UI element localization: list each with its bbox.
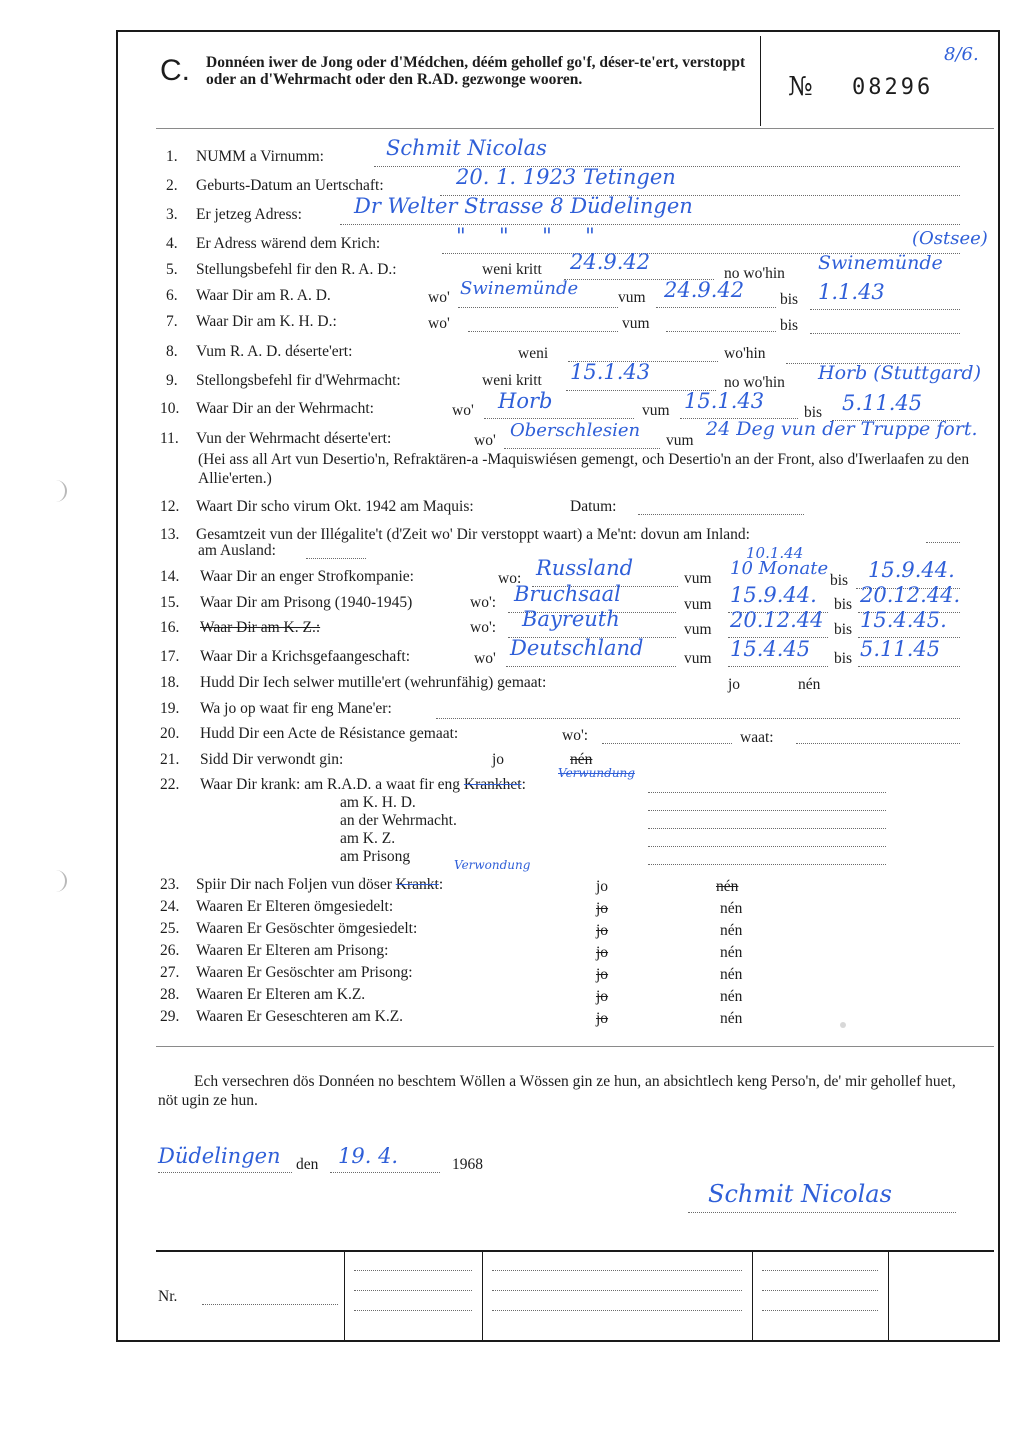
field-note-war-address: (Ostsee) — [912, 228, 988, 249]
field-number: 21. — [160, 751, 180, 768]
field-value-rad-from: 24.9.42 — [664, 278, 745, 302]
fill-line — [762, 1290, 878, 1291]
fill-line — [762, 1270, 878, 1271]
field-label-consequences-struck: Krankt — [395, 876, 439, 893]
field-number: 10. — [160, 400, 180, 417]
field-label-wehrmacht-desert: Vun der Wehrmacht déserte'ert: — [196, 430, 392, 447]
punch-hole-mark — [56, 480, 67, 502]
field-number: 25. — [160, 920, 180, 937]
field-value-desert-place: Oberschlesien — [510, 420, 641, 441]
field-number: 15. — [160, 594, 180, 611]
fill-line — [354, 1310, 472, 1311]
field-number: 24. — [160, 898, 180, 915]
header-divider — [760, 36, 761, 126]
field-label-consequences — [196, 876, 443, 894]
field-label-pow: Waar Dir a Krichsgefaangeschaft: — [200, 648, 411, 665]
field-number: 7. — [166, 313, 178, 330]
field-label-resistance: Hudd Dir een Acte de Résistance gemaat: — [200, 725, 459, 742]
field-number: 22. — [160, 776, 180, 793]
field-sublabel: waat: — [740, 729, 774, 746]
fill-line — [602, 743, 732, 744]
field-number: 11. — [160, 430, 179, 447]
field-sublabel: wo' — [428, 289, 450, 306]
field-value-rad-order-place: Swinemünde — [818, 252, 943, 274]
fill-line — [484, 418, 634, 419]
fill-line — [648, 792, 886, 793]
field-sublabel: Datum: — [570, 498, 617, 515]
fill-line — [354, 1290, 472, 1291]
fill-line — [656, 307, 776, 308]
field-value-name: Schmit Nicolas — [386, 136, 547, 160]
fill-line — [468, 331, 618, 332]
option-nen-struck[interactable]: nén — [716, 878, 739, 895]
signature: Schmit Nicolas — [708, 1180, 892, 1208]
field-number: 9. — [166, 372, 178, 389]
sub-prison: am Prisong — [340, 848, 411, 865]
fill-line — [436, 718, 960, 719]
field-label-wehrmacht-order: Stellongsbefehl fir d'Wehrmacht: — [196, 372, 401, 389]
sub-wehrmacht: an der Wehrmacht. — [340, 812, 457, 829]
signature-date: 19. 4. — [338, 1144, 399, 1168]
fill-line — [796, 743, 960, 744]
header-rule — [156, 128, 994, 129]
option-nen[interactable]: nén — [720, 922, 743, 939]
field-label-siblings-kz: Waaren Er Geseschteren am K.Z. — [196, 1008, 404, 1025]
option-nen[interactable]: nén — [798, 676, 821, 693]
field-label-wounded: Sidd Dir verwondt gin: — [200, 751, 344, 768]
punch-hole-mark — [56, 870, 67, 892]
footer-divider — [752, 1250, 753, 1342]
field-label-rad: Waar Dir am R. A. D. — [196, 287, 331, 304]
field-number: 4. — [166, 235, 178, 252]
field-label-war-address: Er Adress wärend dem Krich: — [196, 235, 381, 252]
field-label-khd: Waar Dir am K. H. D.: — [196, 313, 337, 330]
fill-line — [492, 1290, 742, 1291]
field-sublabel: wo' — [474, 432, 496, 449]
fill-line — [340, 224, 960, 225]
fill-line — [648, 828, 886, 829]
field-number: 19. — [160, 700, 180, 717]
fill-line — [158, 1172, 292, 1173]
number-symbol: № — [788, 72, 813, 102]
field-sublabel: vum — [684, 621, 712, 638]
field-sublabel: vum — [684, 570, 712, 587]
field-value-prison-to: 20.12.44. — [860, 583, 961, 607]
field-label-name: NUMM a Virnumm: — [196, 148, 324, 165]
option-nen-struck[interactable]: nén — [570, 751, 593, 768]
den-label: den — [296, 1156, 319, 1173]
field-number: 17. — [160, 648, 180, 665]
field-label-wehrmacht: Waar Dir an der Wehrmacht: — [196, 400, 374, 417]
field-number: 13. — [160, 526, 180, 543]
field-sublabel: bis — [780, 291, 799, 308]
annotation-wounding: Verwundung — [558, 766, 635, 780]
field-value-kz-to: 15.4.45. — [860, 608, 947, 632]
field-value-wehrmacht-order-date: 15.1.43 — [570, 360, 651, 384]
footer-nr-label: Nr. — [158, 1288, 178, 1305]
field-sublabel: vum — [642, 402, 670, 419]
option-jo-struck[interactable]: jo — [596, 944, 609, 961]
field-label-prison: Waar Dir am Prisong (1940-1945) — [200, 594, 413, 611]
field-label-rad-desert: Vum R. A. D. déserte'ert: — [196, 343, 353, 360]
annotation-consequences: Verwondung — [454, 858, 531, 872]
field-label-sick-struck: Krankhet — [463, 776, 522, 793]
field-value-penal-from: 10 Monate — [730, 558, 829, 579]
field-number: 5. — [166, 261, 178, 278]
field-value-pow-to: 5.11.45 — [860, 637, 941, 661]
field-sublabel: wo' — [428, 315, 450, 332]
fill-line — [458, 307, 618, 308]
field-label-consequences-colon: : — [438, 876, 444, 893]
field-label-sick — [200, 776, 526, 794]
field-number: 12. — [160, 498, 180, 515]
field-number: 16. — [160, 619, 180, 636]
fill-line — [858, 666, 960, 667]
field-label-siblings-prison: Waaren Er Gesöschter am Prisong: — [196, 964, 413, 981]
section-letter: C. — [160, 54, 190, 87]
field-sublabel: vum — [684, 650, 712, 667]
field-sublabel: wo' — [452, 402, 474, 419]
field-label-illegality: Gesamtzeit vun der Illégalite't (d'Zeit wo' Dir verstoppt waart) a Me'nt: dovun am Inland: — [196, 526, 750, 543]
field-sublabel: wo': — [562, 727, 589, 744]
footer-divider — [344, 1250, 345, 1342]
field-sublabel: weni kritt — [482, 261, 542, 278]
field-label-sick-text: Waar Dir krank: am R.A.D. a waat fir eng — [200, 776, 461, 793]
fill-line — [926, 542, 960, 543]
fill-line — [202, 1304, 338, 1305]
field-label-parents-kz: Waaren Er Elteren am K.Z. — [196, 986, 366, 1003]
field-label-address: Er jetzeg Adress: — [196, 206, 302, 223]
field-value-desert-when: 24 Deg vun der Truppe fort. — [706, 418, 978, 440]
field-sublabel: vum — [618, 289, 646, 306]
field-sublabel: bis — [804, 404, 823, 421]
fill-line — [648, 846, 886, 847]
field-value-address: Dr Welter Strasse 8 Düdelingen — [354, 194, 693, 218]
option-nen[interactable]: nén — [720, 988, 743, 1005]
field-sublabel: wo': — [470, 619, 497, 636]
footer-divider — [482, 1250, 483, 1342]
option-jo-struck[interactable]: jo — [596, 988, 609, 1005]
field-value-wehrmacht-place: Horb — [498, 389, 553, 413]
fill-line — [648, 864, 886, 865]
option-nen[interactable]: nén — [720, 900, 743, 917]
field-number: 3. — [166, 206, 178, 223]
fill-line — [762, 1310, 878, 1311]
fill-line — [492, 1310, 742, 1311]
field-label-rad-order: Stellungsbefehl fir den R. A. D.: — [196, 261, 397, 278]
option-nen[interactable]: nén — [720, 1010, 743, 1027]
field-value-penal-date-note: 10.1.44 — [746, 544, 804, 562]
field-number: 14. — [160, 568, 180, 585]
field-sublabel: vum — [684, 596, 712, 613]
field-sublabel: wo: — [498, 570, 522, 587]
field-number: 26. — [160, 942, 180, 959]
field-value-kz-from: 20.12.44 — [730, 608, 824, 632]
field-value-wehrmacht-to: 5.11.45 — [842, 391, 923, 415]
form-number: 08296 — [852, 75, 934, 100]
field-label-manner: Wa jo op waat fir eng Mane'er: — [200, 700, 392, 717]
field-value-kz-place: Bayreuth — [522, 607, 620, 631]
field-value-rad-place: Swinemünde — [460, 278, 579, 299]
field-label-penal-company: Waar Dir an enger Strofkompanie: — [200, 568, 414, 585]
field-label-consequences-text: Spiir Dir nach Foljen vun döser — [196, 876, 392, 893]
fill-line — [330, 1172, 440, 1173]
field-label-maquis: Waart Dir scho virum Okt. 1942 am Maquis: — [196, 498, 474, 515]
option-jo[interactable]: jo — [596, 878, 609, 895]
field-sublabel: wo' — [474, 650, 496, 667]
footer-rule — [156, 1250, 994, 1252]
field-number: 28. — [160, 986, 180, 1003]
field-number: 1. — [166, 148, 178, 165]
option-jo-struck[interactable]: jo — [596, 966, 609, 983]
field-value-wehrmacht-order-place: Horb (Stuttgard) — [818, 362, 982, 384]
field-label-siblings-resettled: Waaren Er Gesöschter ömgesiedelt: — [196, 920, 418, 937]
field-number: 20. — [160, 725, 180, 742]
field-number: 27. — [160, 964, 180, 981]
option-jo[interactable]: jo — [492, 751, 505, 768]
option-nen[interactable]: nén — [720, 944, 743, 961]
form-sheet — [116, 30, 1000, 1342]
field-label-birth: Geburts-Datum an Uertschaft: — [196, 177, 384, 194]
option-nen[interactable]: nén — [720, 966, 743, 983]
fill-line — [306, 558, 366, 559]
fill-line — [354, 1270, 472, 1271]
field-number: 23. — [160, 876, 180, 893]
option-jo-struck[interactable]: jo — [596, 1010, 609, 1027]
field-number: 2. — [166, 177, 178, 194]
field-number: 6. — [166, 287, 178, 304]
declaration-text: Ech versechren dös Donnéen no beschtem Wöllen a Wössen gin ze hun, an absichtlech keng Perso'n, de' mir gehollef huet, nöt ugin ze hun. — [158, 1073, 956, 1109]
fill-line — [810, 333, 960, 334]
footer-divider — [888, 1250, 889, 1342]
fill-line — [688, 1212, 956, 1213]
field-label-abroad: am Ausland: — [198, 542, 276, 559]
fill-line — [638, 514, 804, 515]
option-jo-struck[interactable]: jo — [596, 900, 609, 917]
field-sublabel: vum — [666, 432, 694, 449]
fill-line — [728, 666, 828, 667]
field-sublabel: vum — [622, 315, 650, 332]
field-sublabel: bis — [834, 596, 853, 613]
field-sublabel: bis — [780, 317, 799, 334]
fill-line — [504, 448, 660, 449]
fill-line — [648, 810, 886, 811]
field-value-war-address: " " " " — [456, 224, 595, 248]
section-rule — [156, 1046, 994, 1047]
field-number: 18. — [160, 674, 180, 691]
sub-khd: am K. H. D. — [340, 794, 416, 811]
field-value-rad-order-date: 24.9.42 — [570, 250, 651, 274]
field-value-prison-from: 15.9.44. — [730, 583, 817, 607]
field-sublabel: bis — [834, 650, 853, 667]
field-value-prison-place: Bruchsaal — [514, 582, 621, 606]
option-jo[interactable]: jo — [728, 676, 741, 693]
field-label-parents-prison: Waaren Er Elteren am Prisong: — [196, 942, 389, 959]
field-note-desertion: (Hei ass all Art vun Desertio'n, Refraktären-a -Maquiswiésen gemengt, och Desertio'n an der Front, also d'Iwerlaafen zu den Allie'erten.) — [198, 451, 970, 487]
field-value-wehrmacht-from: 15.1.43 — [684, 389, 765, 413]
field-value-rad-to: 1.1.43 — [818, 280, 885, 304]
field-sublabel: no wo'hin — [724, 265, 785, 282]
signature-year: 1968 — [452, 1156, 483, 1173]
signature-place: Düdelingen — [158, 1144, 281, 1168]
field-label-kz-struck: Waar Dir am K. Z.: — [200, 619, 321, 636]
option-jo-struck[interactable]: jo — [596, 922, 609, 939]
fill-line — [506, 666, 676, 667]
field-value-pow-place: Deutschland — [510, 636, 644, 660]
sub-kz: am K. Z. — [340, 830, 396, 847]
field-label-self-mutilation: Hudd Dir Iech selwer mutille'ert (wehrunfähig) gemaat: — [200, 674, 547, 691]
fill-line — [666, 331, 776, 332]
field-sublabel: no wo'hin — [724, 374, 785, 391]
field-value-penal-place: Russland — [536, 556, 634, 580]
field-sublabel: weni kritt — [482, 372, 542, 389]
form-title: Donnéen iwer de Jong oder d'Médchen, déém gehollef go'f, déser-te'ert, verstoppt oder an d'Wehrmacht oder den R.AD. gezwonge wooren. — [206, 54, 746, 88]
field-sublabel: bis — [830, 572, 849, 589]
field-sublabel: weni — [518, 345, 549, 362]
field-value-birth: 20. 1. 1923 Tetingen — [456, 165, 676, 189]
field-label-parents-resettled: Waaren Er Elteren ömgesiedelt: — [196, 898, 394, 915]
field-sublabel: wo'hin — [724, 345, 766, 362]
paper-speck — [840, 1022, 846, 1028]
field-number: 29. — [160, 1008, 180, 1025]
field-value-pow-from: 15.4.45 — [730, 637, 811, 661]
fill-line — [492, 1270, 742, 1271]
field-sublabel: wo': — [470, 594, 497, 611]
fill-line — [810, 309, 960, 310]
corner-annotation: 8/6. — [944, 44, 979, 65]
field-value-penal-to: 15.9.44. — [868, 558, 955, 582]
field-label-sick-colon: : — [521, 776, 526, 793]
field-number: 8. — [166, 343, 178, 360]
field-sublabel: bis — [834, 621, 853, 638]
